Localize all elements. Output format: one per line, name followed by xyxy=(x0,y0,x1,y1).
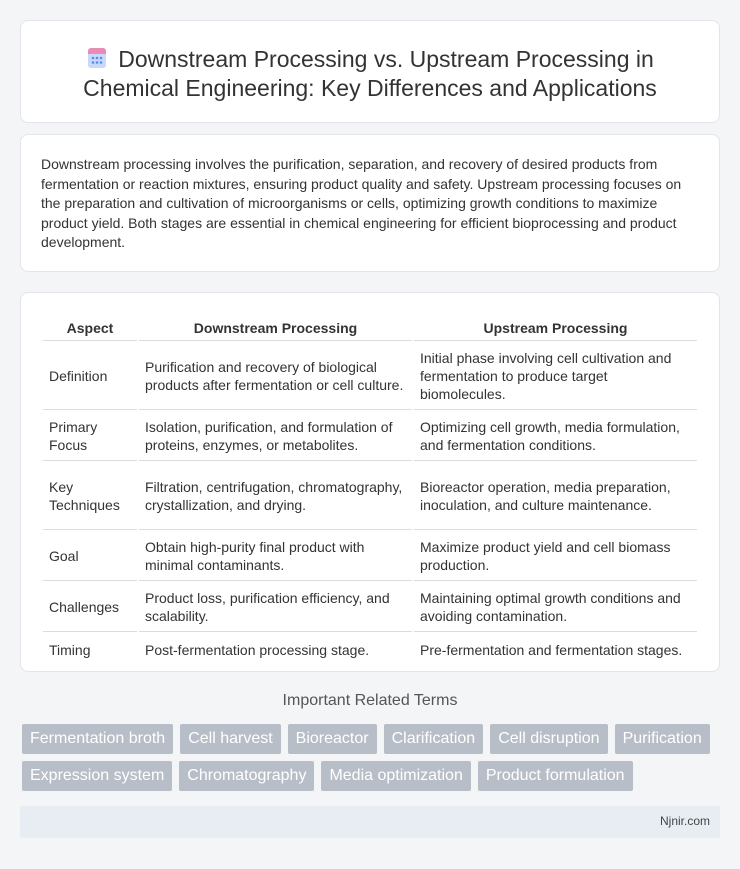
row-upstream: Pre-fermentation and fermentation stages. xyxy=(420,641,683,658)
document-icon xyxy=(86,47,108,69)
row-aspect: Primary Focus xyxy=(43,412,137,461)
header-upstream: Upstream Processing xyxy=(414,316,697,341)
table-row xyxy=(43,634,697,665)
related-term-tag[interactable]: Expression system xyxy=(22,761,172,791)
table-header-row xyxy=(43,316,697,341)
related-term-tag[interactable]: Media optimization xyxy=(321,761,470,791)
related-term-tag[interactable]: Product formulation xyxy=(478,761,633,791)
row-upstream: Maximize product yield and cell biomass production. xyxy=(414,532,697,581)
row-downstream: Product loss, purification efficiency, and scalability. xyxy=(139,583,412,632)
related-terms-list xyxy=(22,724,722,791)
row-upstream: Optimizing cell growth, media formulation, and fermentation conditions. xyxy=(414,412,697,461)
header-downstream: Downstream Processing xyxy=(139,316,412,341)
row-aspect: Definition xyxy=(43,343,137,410)
comparison-table-card xyxy=(20,292,720,672)
related-term-tag[interactable]: Purification xyxy=(615,724,710,754)
related-terms-title: Important Related Terms xyxy=(282,692,458,709)
description-card xyxy=(20,134,720,272)
header-aspect: Aspect xyxy=(43,316,137,341)
title-card xyxy=(20,20,720,123)
table-row xyxy=(43,343,697,410)
table-row xyxy=(43,412,697,461)
table-row xyxy=(43,463,697,530)
page-title-wrap xyxy=(21,45,719,103)
related-term-tag[interactable]: Fermentation broth xyxy=(22,724,173,754)
row-downstream: Isolation, purification, and formulation of proteins, enzymes, or metabolites. xyxy=(139,412,412,461)
table-row xyxy=(43,583,697,632)
row-downstream: Obtain high-purity final product with minimal contaminants. xyxy=(139,532,412,581)
related-term-tag[interactable]: Clarification xyxy=(384,724,484,754)
row-aspect: Challenges xyxy=(43,583,137,632)
row-downstream: Filtration, centrifugation, chromatography, crystallization, and drying. xyxy=(139,463,412,530)
related-term-tag[interactable]: Chromatography xyxy=(179,761,314,791)
comparison-table xyxy=(41,314,699,667)
related-term-tag[interactable]: Bioreactor xyxy=(288,724,377,754)
page-title: Downstream Processing vs. Upstream Processing in Chemical Engineering: Key Differences and Applications xyxy=(83,46,657,101)
related-term-tag[interactable]: Cell harvest xyxy=(180,724,280,754)
footer xyxy=(20,806,720,838)
row-downstream: Purification and recovery of biological products after fermentation or cell culture. xyxy=(139,343,412,410)
related-term-tag[interactable]: Cell disruption xyxy=(490,724,607,754)
row-upstream: Maintaining optimal growth conditions and avoiding contamination. xyxy=(414,583,697,632)
row-upstream: Initial phase involving cell cultivation and fermentation to produce target biomolecules. xyxy=(414,343,697,410)
row-aspect: Timing xyxy=(49,641,91,658)
footer-site-link[interactable]: Njnir.com xyxy=(659,814,710,828)
table-row xyxy=(43,532,697,581)
row-upstream: Bioreactor operation, media preparation, inoculation, and culture maintenance. xyxy=(414,463,697,530)
row-aspect: Goal xyxy=(43,532,137,581)
row-aspect: Key Techniques xyxy=(43,463,137,530)
row-downstream: Post-fermentation processing stage. xyxy=(145,641,370,658)
description-text: Downstream processing involves the purification, separation, and recovery of desired products from fermentation or reaction mixtures, ensuring product quality and safety. Upstream processing focuses on the preparation and cultivation of microorganisms or cells, optimizing growth conditions to maximize product yield. Both stages are essential in chemical engineering for efficient bioprocessing and product development. xyxy=(41,156,682,251)
